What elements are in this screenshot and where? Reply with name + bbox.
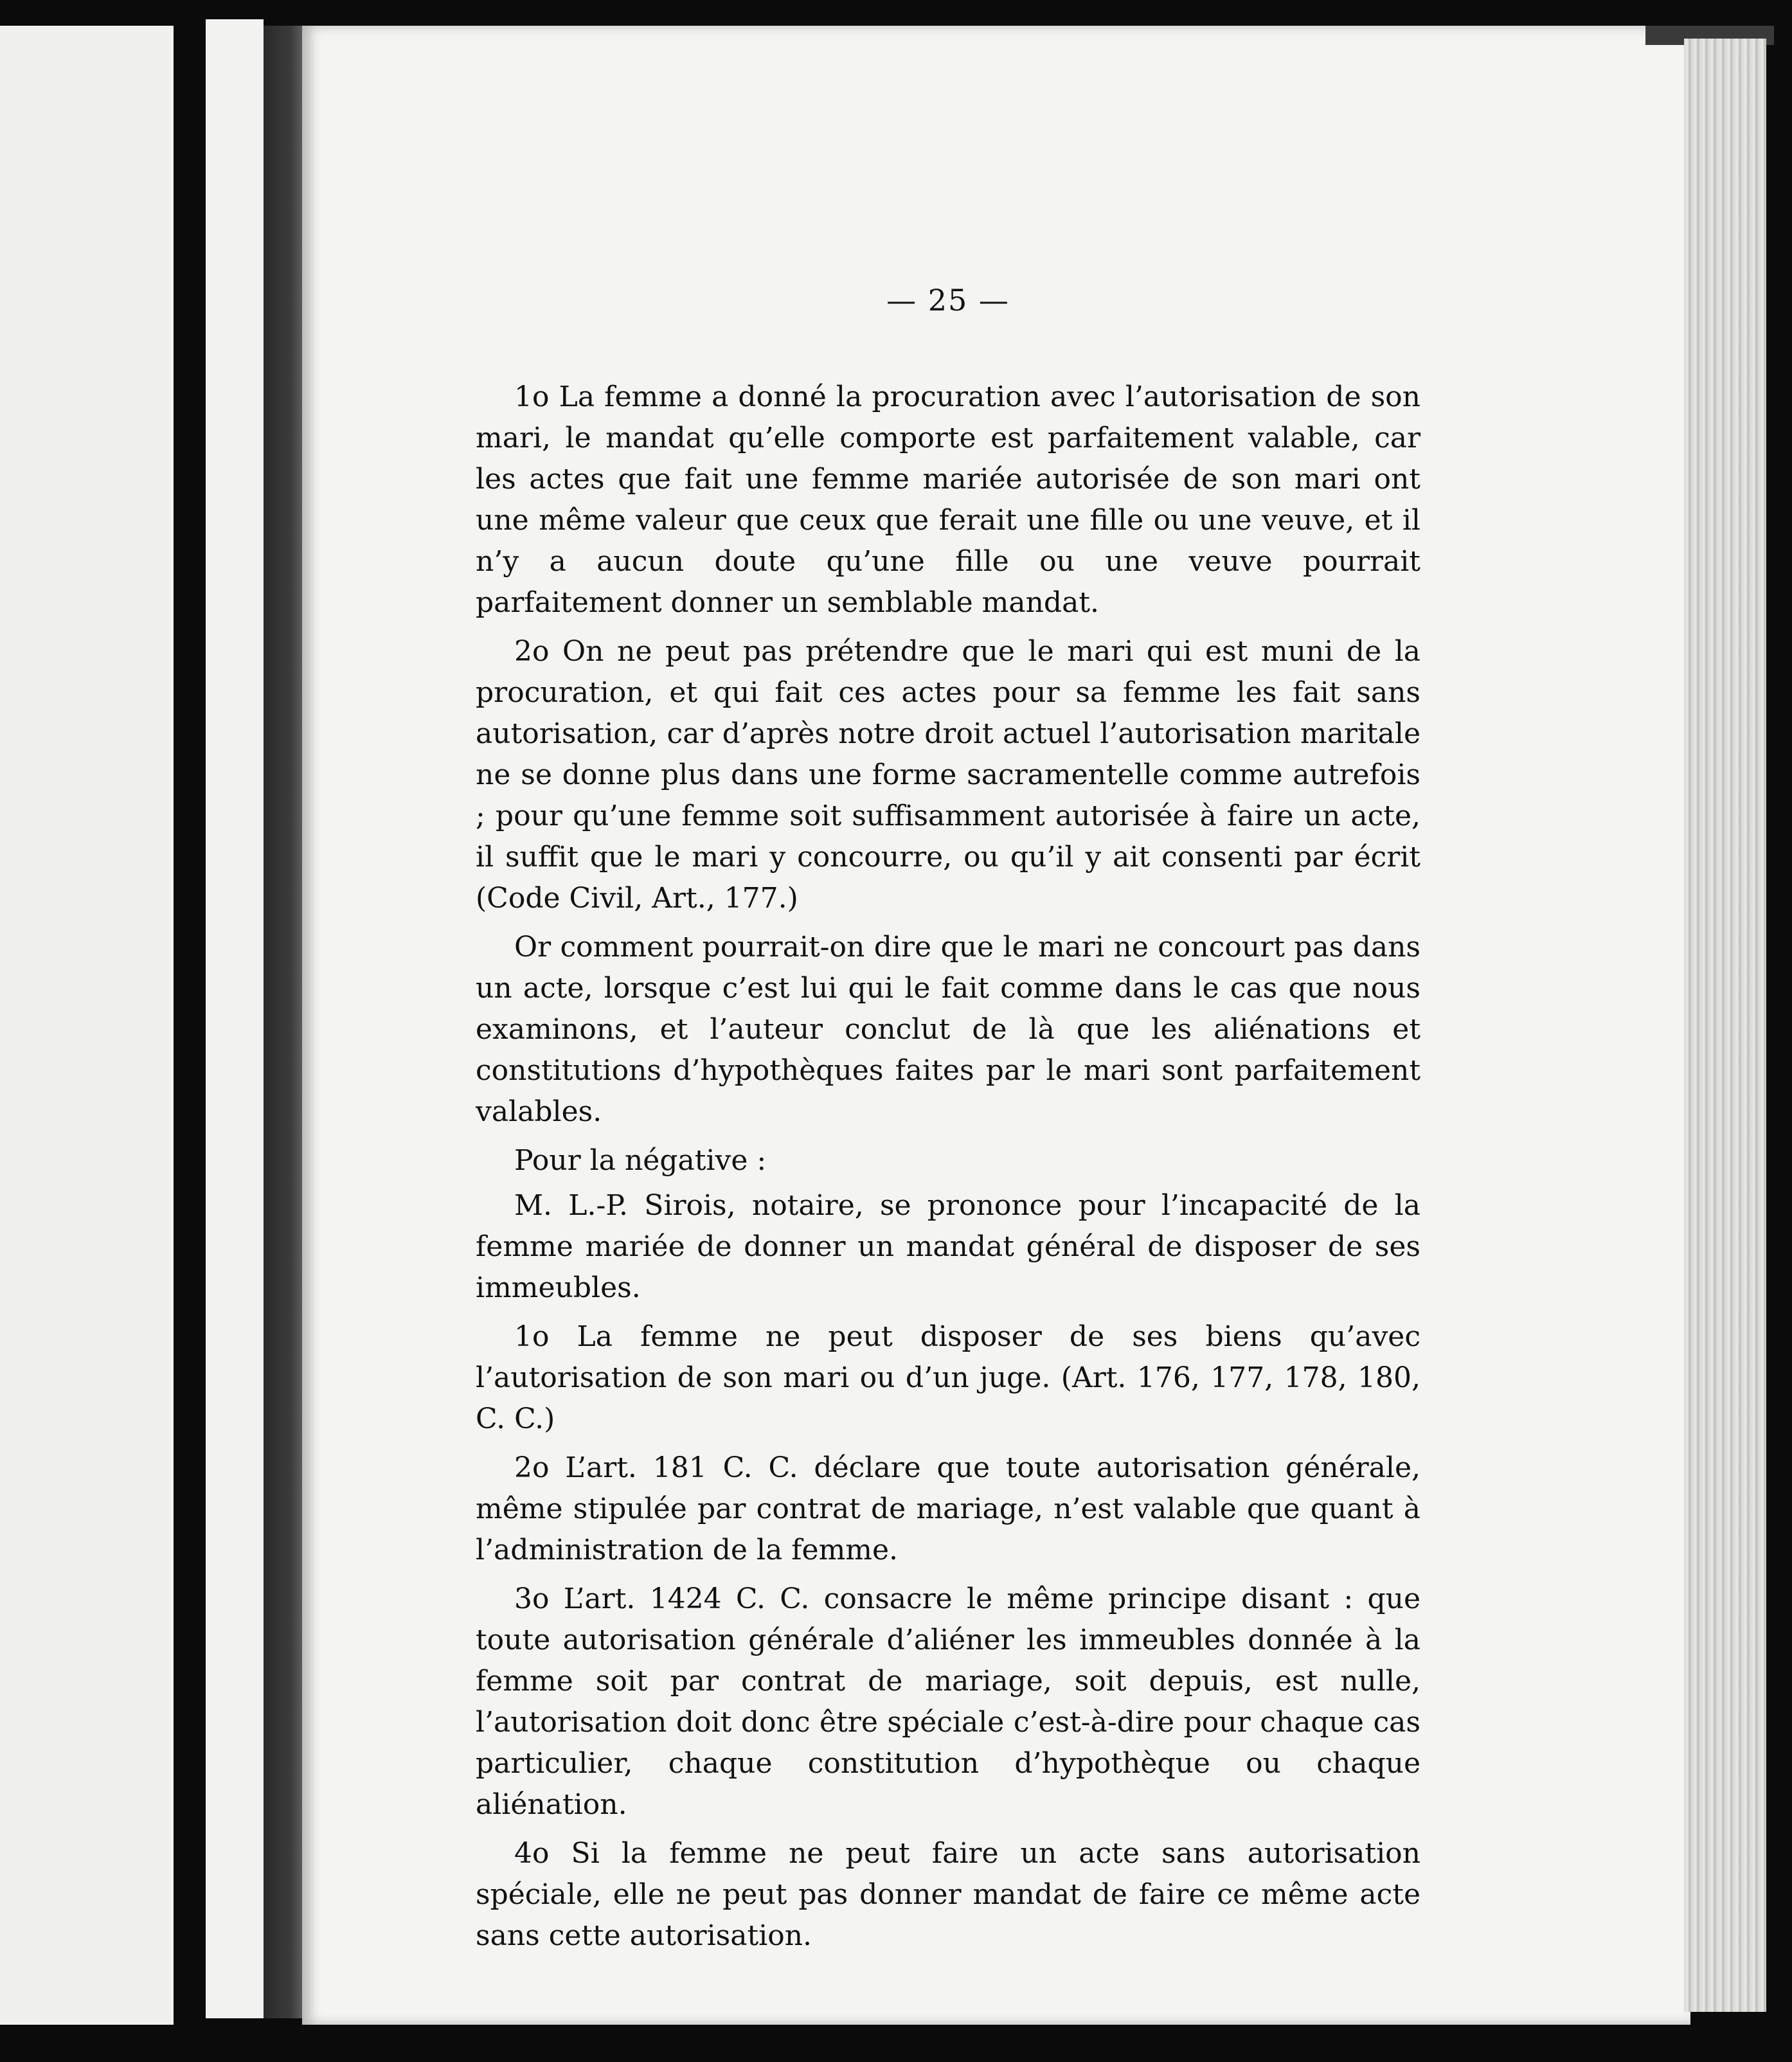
paragraph-3: Or comment pourrait-on dire que le mari ne concourt pas dans un acte, lorsque c’est lui qui le fait comme dans le cas que nous examinons, et l’auteur conclut de là que les aliénations et constitutions d’hypothèques faites par le mari sont parfaitement valables. bbox=[476, 931, 1420, 1128]
paragraph-7: 2o L’art. 181 C. C. déclare que toute autorisation générale, même stipulée par contrat de mariage, n’est valable que quant à l’administration de la femme. bbox=[476, 1451, 1420, 1566]
paragraph-2: 2o On ne peut pas prétendre que le mari qui est muni de la procuration, et qui fait ces actes pour sa femme les fait sans autorisation, car d’après notre droit actuel l’autorisation maritale ne se donne plus dans une forme sacramentelle comme autrefois ; pour qu’une femme soit suffisamment autorisée à faire un acte, il suffit que le mari y concourre, ou qu’il y ait consenti par écrit (Code Civil, Art., 177.) bbox=[476, 635, 1420, 915]
paragraph-9: 4o Si la femme ne peut faire un acte sans autorisation spéciale, elle ne peut pas donner mandat de faire ce même acte sans cette autorisation. bbox=[476, 1837, 1420, 1952]
paragraph-8: 3o L’art. 1424 C. C. consacre le même principe disant : que toute autorisation générale d’aliéner les immeubles donnée à la femme soit par contrat de mariage, soit depuis, est nulle, l’autorisation doit donc être spéciale c’est-à-dire pour chaque cas particulier, chaque constitution d’hypothèque ou chaque aliénation. bbox=[476, 1582, 1420, 1821]
paragraph-6: 1o La femme ne peut disposer de ses biens qu’avec l’autorisation de son mari ou d’un juge. (Art. 176, 177, 178, 180, C. C.) bbox=[476, 1320, 1420, 1435]
page-number: — 25 — bbox=[886, 283, 1010, 318]
paragraph-5: M. L.-P. Sirois, notaire, se prononce pour l’incapacité de la femme mariée de donner un mandat général de disposer de ses immeubles. bbox=[476, 1189, 1420, 1304]
page-edges bbox=[1684, 39, 1766, 2012]
paragraph-4: Pour la négative : bbox=[514, 1144, 767, 1177]
page-text-block bbox=[476, 283, 1420, 1964]
paragraph-1: 1o La femme a donné la procuration avec l’autorisation de son mari, le mandat qu’elle comporte est parfaitement valable, car les actes que fait une femme mariée autorisée de son mari ont une même valeur que ceux que ferait une fille ou une veuve, et il n’y a aucun doute qu’une fille ou une veuve pourrait parfaitement donner un semblable mandat. bbox=[476, 381, 1420, 619]
left-facing-page bbox=[0, 26, 174, 2025]
gutter-strip bbox=[206, 19, 264, 2018]
